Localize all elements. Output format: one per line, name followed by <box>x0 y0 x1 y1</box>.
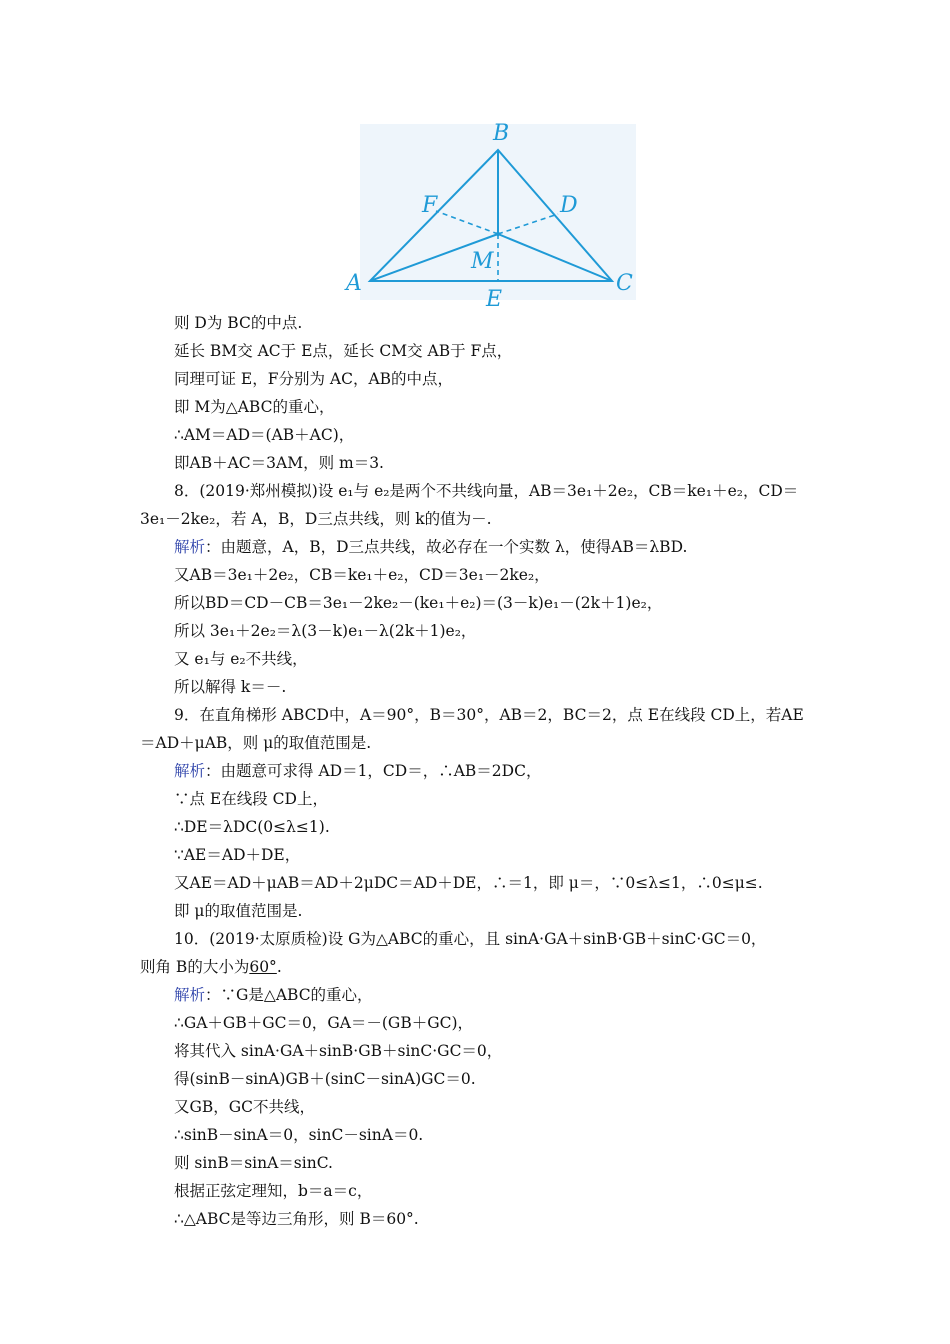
text-line <box>174 1069 476 1089</box>
line-text: 即AB＋AC＝3AM，则 m＝3. <box>174 454 384 472</box>
line-text: ：由题意可求得 AD＝1，CD＝，∴AB＝2DC， <box>205 762 542 780</box>
triangle-figure <box>340 118 640 318</box>
line-text: 得(sinB－sinA)GB＋(sinC－sinA)GC＝0. <box>174 1070 476 1088</box>
text-line <box>174 1209 419 1229</box>
text-line <box>174 1013 473 1033</box>
text-line <box>174 341 512 361</box>
line-text: 则角 B的大小为 <box>140 958 250 976</box>
text-line <box>140 957 282 977</box>
label-d: D <box>560 193 578 218</box>
text-line <box>140 733 371 753</box>
line-text: ：∵G是△ABC的重心， <box>205 986 373 1004</box>
line-text: ∴GA＋GB＋GC＝0，GA＝－(GB＋GC)， <box>174 1014 473 1032</box>
text-line <box>174 481 798 501</box>
line-text: 10．(2019·太原质检)设 G为△ABC的重心，且 sinA·GA＋sinB·GB＋sinC·GC＝0， <box>174 930 767 948</box>
text-line <box>174 817 330 837</box>
line-text: 同理可证 E，F分别为 AC，AB的中点， <box>174 370 454 388</box>
line-text: 8．(2019·郑州模拟)设 e₁与 e₂是两个不共线向量，AB＝3e₁＋2e₂，CB＝ke₁＋e₂，CD＝ <box>174 482 799 500</box>
text-line <box>174 1097 315 1117</box>
text-line <box>174 873 763 893</box>
line-text: ∴△ABC是等边三角形，则 B＝60°. <box>174 1210 419 1228</box>
text-line <box>174 845 300 865</box>
label-e: E <box>486 287 503 312</box>
text-line <box>174 761 541 781</box>
line-text: 则 D为 BC的中点. <box>174 314 303 332</box>
analysis-label: 解析 <box>174 538 206 556</box>
line-text: 3e₁－2ke₂，若 A，B，D三点共线，则 k的值为－. <box>140 510 492 528</box>
text-line <box>174 593 662 613</box>
line-text: 所以 3e₁＋2e₂＝λ(3－k)e₁－λ(2k＋1)e₂， <box>174 622 477 640</box>
line-text: ∴DE＝λDC(0≤λ≤1). <box>174 818 330 836</box>
line-text: 根据正弦定理知，b＝a＝c， <box>174 1182 373 1200</box>
line-text: 即 M为△ABC的重心， <box>174 398 335 416</box>
analysis-label: 解析 <box>174 762 206 780</box>
text-line <box>174 621 476 641</box>
label-a: A <box>346 271 362 296</box>
label-f: F <box>422 193 438 218</box>
line-text: 即 μ的取值范围是. <box>174 902 303 920</box>
line-text: ∴sinB－sinA＝0，sinC－sinA＝0. <box>174 1126 424 1144</box>
line-text: ∴AM＝AD＝(AB＋AC)， <box>174 426 355 444</box>
text-line <box>174 1153 333 1173</box>
line-tail: . <box>276 958 282 976</box>
line-text: 所以解得 k＝－. <box>174 678 287 696</box>
text-line <box>174 901 302 921</box>
triangle-diagram <box>340 118 640 318</box>
line-text: ∵点 E在线段 CD上， <box>174 790 328 808</box>
text-line <box>174 453 384 473</box>
text-line <box>140 509 492 529</box>
analysis-label: 解析 <box>174 986 206 1004</box>
line-text: ∵AE＝AD＋DE， <box>174 846 301 864</box>
line-text: 延长 BM交 AC于 E点，延长 CM交 AB于 F点， <box>174 342 513 360</box>
label-b: B <box>493 121 510 146</box>
text-line <box>174 677 286 697</box>
text-line <box>174 1125 423 1145</box>
line-text: ＝AD＋μAB，则 μ的取值范围是. <box>140 734 372 752</box>
line-text: 又 e₁与 e₂不共线， <box>174 650 308 668</box>
text-line <box>174 565 550 585</box>
point-m <box>496 232 500 236</box>
label-m: M <box>471 249 494 274</box>
line-text: 又AE＝AD＋μAB＝AD＋2μDC＝AD＋DE，∴＝1，即 μ＝，∵0≤λ≤1，∴0≤μ≤. <box>174 874 763 892</box>
line-text: 将其代入 sinA·GA＋sinB·GB＋sinC·GC＝0， <box>174 1042 503 1060</box>
text-line <box>174 369 453 389</box>
text-line <box>174 537 687 557</box>
text-line <box>174 1041 502 1061</box>
text-line <box>174 313 302 333</box>
line-text: ：由题意，A，B，D三点共线，故必存在一个实数 λ，使得AB＝λBD. <box>205 538 688 556</box>
text-line <box>174 1181 372 1201</box>
label-c: C <box>616 271 633 296</box>
text-line <box>174 397 334 417</box>
line-text: 又AB＝3e₁＋2e₂，CB＝ke₁＋e₂，CD＝3e₁－2ke₂， <box>174 566 550 584</box>
text-line <box>174 789 328 809</box>
line-text: 又GB，GC不共线， <box>174 1098 316 1116</box>
line-text: 9．在直角梯形 ABCD中，A＝90°，B＝30°，AB＝2，BC＝2，点 E在线段 CD上，若AE <box>174 706 804 724</box>
line-text: 所以BD＝CD－CB＝3e₁－2ke₂－(ke₁＋e₂)＝(3－k)e₁－(2k＋1)e₂， <box>174 594 663 612</box>
text-line <box>174 985 373 1005</box>
answer-blank: 60° <box>249 958 277 976</box>
text-line <box>174 705 804 725</box>
text-line <box>174 425 354 445</box>
text-line <box>174 649 308 669</box>
line-text: 则 sinB＝sinA＝sinC. <box>174 1154 333 1172</box>
text-line <box>174 929 766 949</box>
